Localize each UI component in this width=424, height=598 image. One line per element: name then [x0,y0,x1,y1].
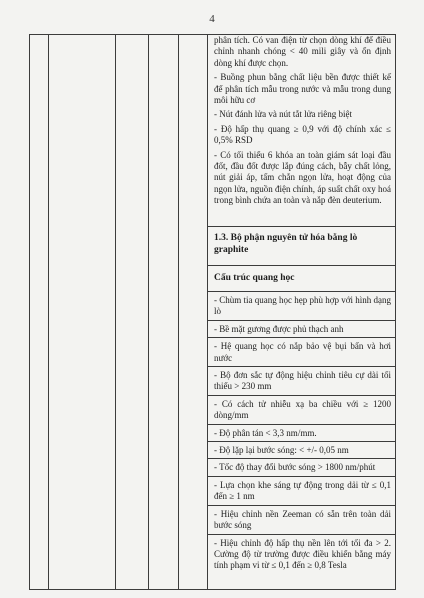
spec-paragraph: phân tích. Có van điện từ chọn dòng khí để điều chỉnh nhanh chóng < 40 mili giây và ổn định dòng khí được chọn. [214,35,391,68]
spec-item: - Hệ quang học có nắp bảo vệ bụi bẩn và hơi nước [208,338,395,367]
spec-items-cell [208,291,395,589]
spec-table [29,34,396,590]
subsection-heading-cell [208,265,395,291]
spec-item: - Hiệu chỉnh nền Zeeman có sẵn trên toàn dải bước sóng [208,506,395,535]
column-divider [148,34,149,590]
section-heading-cell [208,226,395,265]
spec-paragraph: - Buồng phun bằng chất liệu bền được thiết kế để phân tích mẫu trong nước và mẫu trong dung môi hữu cơ [214,72,391,106]
spec-cell-top [208,35,395,226]
spec-item: - Độ lặp lại bước sóng: < +/- 0,05 nm [208,442,395,459]
column-divider [115,34,116,590]
spec-item: - Độ phân tán < 3,3 nm/mm. [208,425,395,442]
spec-item: - Bề mặt gương được phủ thạch anh [208,321,395,338]
spec-item: - Bộ đơn sắc tự động hiệu chỉnh tiêu cự dài tối thiểu > 230 mm [208,367,395,396]
spec-paragraph: - Có tối thiểu 6 khóa an toàn giám sát loại đầu đốt, đầu đốt được lắp đúng cách, bẫy chất lỏng, nút giải áp, tấm chắn ngọn lửa, hoạt động của ngọn lửa, nguồn điện chính, áp suất chất oxy hoá trong bình chứa an toàn và nắp đèn deuterium. [214,149,391,206]
spec-item: - Có cách tử nhiễu xạ ba chiều với ≥ 1200 dòng/mm [208,396,395,425]
spec-item: - Tốc độ thay đổi bước sóng > 1800 nm/phút [208,459,395,476]
subsection-heading: Cấu trúc quang học [214,273,295,283]
spec-paragraph: - Nút đánh lửa và nút tắt lửa riêng biệt [214,109,352,120]
spec-item: - Lựa chọn khe sáng tự động trong dải từ ≤ 0,1 đến ≥ 1 nm [208,477,395,506]
spec-item: - Hiệu chỉnh độ hấp thụ nền lên tới tối đa > 2. Cường độ từ trường được điều khiển bằng máy tính phạm vi từ ≤ 0,1 đến ≥ 0,8 Tesla [214,537,391,571]
column-divider [178,34,179,590]
spec-paragraph: - Độ hấp thụ quang ≥ 0,9 với độ chính xác ≤ 0,5% RSD [214,123,391,146]
section-heading: 1.3. Bộ phận nguyên tử hóa bằng lò graphite [214,233,358,255]
spec-item: - Chùm tia quang học hẹp phù hợp với hình dạng lò [208,292,395,321]
page-number: 4 [209,13,215,25]
column-divider [48,34,49,590]
